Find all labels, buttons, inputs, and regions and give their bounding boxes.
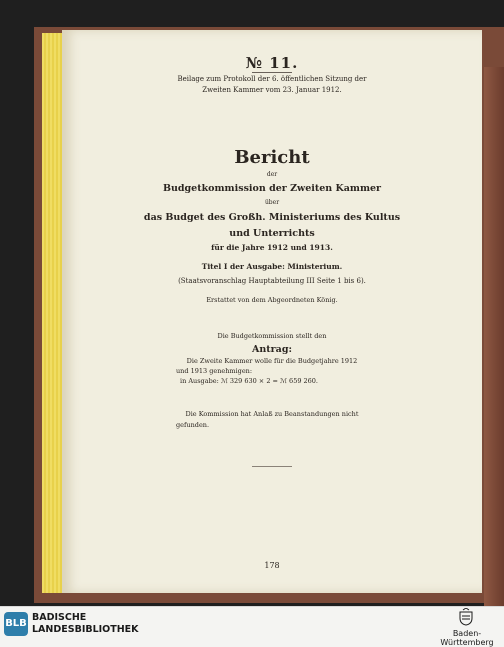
report-title: Bericht <box>234 147 310 168</box>
cover-edge <box>484 67 504 606</box>
motion-line-1: Die Zweite Kammer wolle für die Budgetjahre 1912 <box>186 357 358 365</box>
ueber-line: über <box>264 199 280 206</box>
der-line: der <box>266 171 278 178</box>
budget-line-1: das Budget des Großh. Ministeriums des Kultus <box>143 212 401 223</box>
motion-line-3: in Ausgabe: ℳ 329 630 × 2 = ℳ 659 260. <box>180 377 318 385</box>
committee-line: Budgetkommission der Zweiten Kammer <box>162 183 382 194</box>
motion-intro: Die Budgetkommission stellt den <box>217 332 327 340</box>
motion-heading: Antrag: <box>252 344 292 355</box>
page-number: 178 <box>264 561 280 570</box>
library-name[interactable] <box>32 612 139 636</box>
state-name[interactable]: Baden-Württemberg <box>440 629 494 647</box>
remark-line-1: Die Kommission hat Anlaß zu Beanstandungen nicht <box>185 410 359 418</box>
motion-line-2: und 1913 genehmigen: <box>176 367 253 375</box>
title-section: Titel I der Ausgabe: Ministerium. <box>201 262 343 271</box>
blb-logo-badge[interactable]: BLB <box>4 612 28 636</box>
library-name-line-2: LANDESBIBLIOTHEK <box>32 624 139 635</box>
state-budget-line: (Staatsvoranschlag Hauptabteilung III Seite 1 bis 6). <box>178 277 366 285</box>
document-page <box>62 30 482 593</box>
reporter-line: Erstattet von dem Abgeordneten König. <box>206 296 338 304</box>
remark-line-2: gefunden. <box>176 421 210 429</box>
years-line: für die Jahre 1912 und 1913. <box>211 243 333 252</box>
supplement-line-1: Beilage zum Protokoll der 6. öffentlichen Sitzung der <box>177 75 367 83</box>
state-crest-icon <box>458 608 474 626</box>
number-rule <box>252 72 292 73</box>
end-rule <box>252 466 292 467</box>
budget-line-2: und Unterrichts <box>229 228 315 239</box>
document-number: № 11. <box>245 54 299 72</box>
library-name-line-1: BADISCHE <box>32 612 87 623</box>
supplement-line-2: Zweiten Kammer vom 23. Januar 1912. <box>202 86 342 94</box>
